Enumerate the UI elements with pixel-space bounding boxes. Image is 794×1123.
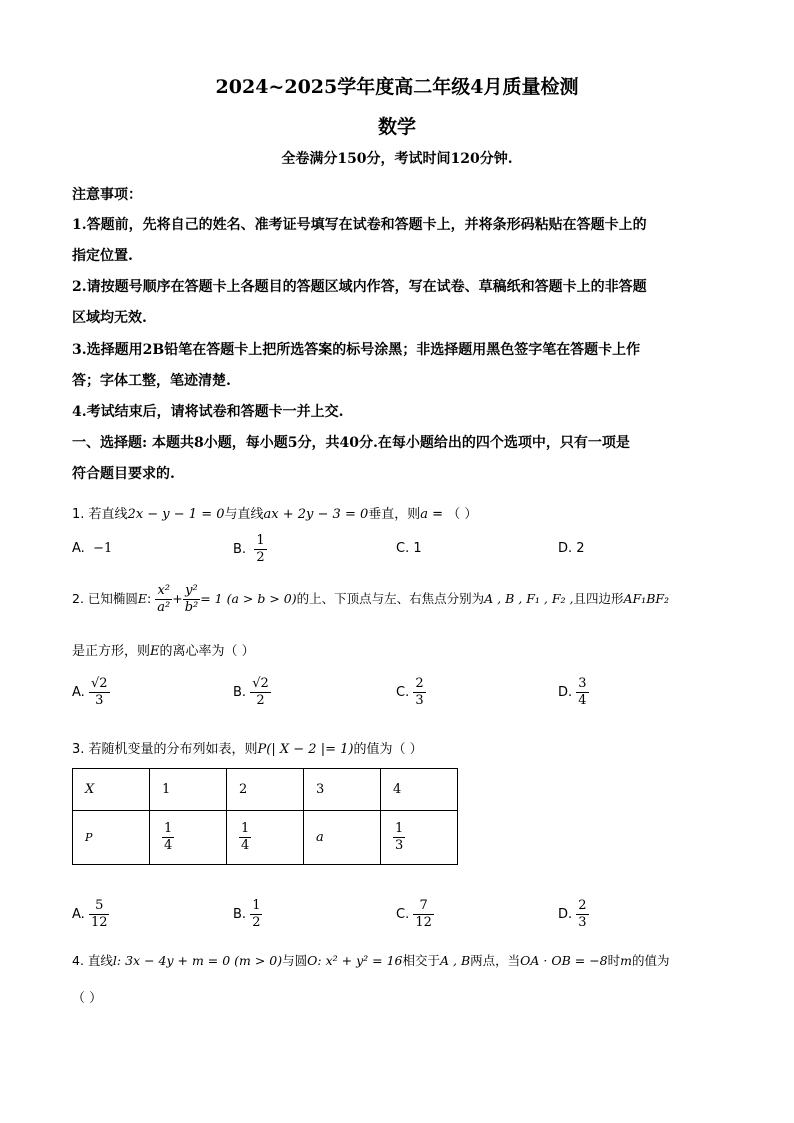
question-4-text-1: 相交于 [402, 953, 440, 968]
question-2-line-1 [72, 583, 722, 616]
q3-option-d-num: 2 [578, 898, 587, 913]
question-2-fy-den: b² [184, 600, 199, 615]
note-2-line-1: 2.请按题号顺序在答题卡上各题目的答题区域内作答，写在试卷、草稿纸和答题卡上的非答题 [72, 279, 647, 295]
question-2-fx-num: x² [155, 583, 172, 600]
question-1-mid: 与直线 [224, 507, 264, 522]
q2-option-d-den: 4 [578, 693, 587, 708]
q2-option-b-fraction [250, 676, 271, 709]
question-4-mid: 与圆 [282, 953, 308, 968]
exam-info: 全卷满分150分，考试时间120分钟. [281, 151, 513, 167]
q3-option-d-fraction [576, 898, 588, 931]
q3-option-c-label: C. [396, 907, 410, 922]
q2-option-d [558, 676, 589, 709]
question-2-plus: + [172, 591, 183, 606]
q2-option-a-den: 3 [95, 693, 104, 708]
notes-heading: 注意事项： [72, 187, 142, 203]
question-2-line-2 [72, 640, 722, 659]
question-2-prefix: 2. 已知椭圆 [72, 591, 138, 606]
table-fraction-den: 3 [395, 838, 404, 853]
exam-title: 2024~2025学年度高二年级4月质量检测 [215, 76, 579, 98]
table-fraction [239, 821, 251, 854]
q1-option-d-value: 2 [576, 541, 585, 556]
q3-option-b-fraction [250, 898, 262, 931]
table-cell [381, 811, 458, 865]
note-2-line-2: 区域均无效. [72, 310, 147, 326]
q1-option-a [72, 541, 112, 556]
q3-option-a-num: 5 [89, 898, 110, 915]
q1-option-b [233, 533, 267, 566]
q2-option-b-den: 2 [256, 693, 265, 708]
q3-option-c-den: 12 [415, 915, 432, 930]
question-4-line-name: l [112, 953, 117, 968]
table-cell: a [304, 811, 381, 865]
q3-option-c [396, 898, 434, 931]
q1-option-b-den: 2 [256, 550, 265, 565]
question-3 [72, 738, 722, 757]
question-2-text-1: 的上、下顶点与左、右焦点分别为 [296, 591, 485, 606]
q3-option-d-den: 3 [578, 915, 587, 930]
table-cell: 2 [227, 769, 304, 811]
q1-option-b-fraction [254, 533, 266, 566]
question-2-fraction-x [155, 583, 172, 616]
question-4-points: A , B [440, 953, 471, 968]
q3-option-b-num: 1 [252, 898, 261, 913]
question-2-fraction-y [183, 583, 201, 616]
question-4-text-2: 两点，当 [470, 953, 521, 968]
q2-option-a-label: A. [72, 685, 85, 700]
question-3-prefix: 3. 若随机变量的分布列如表，则 [72, 742, 258, 757]
table-fraction-num: 1 [164, 821, 173, 836]
table-fraction [393, 821, 405, 854]
question-2-f2: F₂ , [551, 591, 574, 606]
q3-option-a-fraction [89, 898, 110, 931]
question-2-colon: : [147, 591, 152, 606]
q1-option-a-label: A. [72, 541, 85, 556]
distribution-table [72, 768, 458, 865]
q1-option-b-label: B. [233, 542, 247, 557]
question-1-prefix: 1. 若直线 [72, 507, 128, 522]
q2-option-c-label: C. [396, 685, 410, 700]
question-4-dot-product: OA · OB = −8 [520, 953, 608, 968]
question-2-condition: = 1 (a > b > 0) [200, 591, 297, 606]
question-2-ab: A , B , [484, 591, 523, 606]
table-cell: 3 [304, 769, 381, 811]
q2-option-c-num: 2 [415, 676, 424, 691]
table-fraction-num: 1 [395, 821, 404, 836]
exam-subject: 数学 [377, 116, 416, 138]
question-2-quadrilateral: AF₁BF₂ [623, 591, 670, 606]
q2-option-c-fraction [413, 676, 425, 709]
q1-option-d [558, 541, 585, 556]
question-4-line-1 [72, 951, 722, 969]
q3-option-a-label: A. [72, 907, 85, 922]
note-4: 4.考试结束后，请将试卷和答题卡一并上交. [72, 404, 344, 420]
note-1-line-2: 指定位置. [72, 248, 133, 264]
question-4-circle-name: O [307, 953, 318, 968]
question-3-suffix: 的值为（ ） [353, 742, 423, 757]
q1-option-d-label: D. [558, 541, 573, 556]
question-4-prefix: 4. 直线 [72, 953, 113, 968]
table-fraction-num: 1 [241, 821, 250, 836]
table-header-x: X [73, 769, 150, 811]
q2-option-c [396, 676, 426, 709]
question-1-suffix: = （ ） [428, 507, 478, 522]
table-header-p: P [73, 811, 150, 865]
q3-option-c-num: 7 [413, 898, 434, 915]
q2-option-a-num: √2 [90, 676, 108, 691]
q2-option-d-fraction [576, 676, 588, 709]
note-1-line-1: 1.答题前，先将自己的姓名、准考证号填写在试卷和答题卡上，并将条形码粘贴在答题卡上的 [72, 217, 647, 233]
q2-option-c-den: 3 [415, 693, 424, 708]
q3-option-b [233, 898, 262, 931]
q2-option-d-num: 3 [578, 676, 587, 691]
question-1-var: a [420, 507, 429, 522]
q2-option-a-fraction [89, 676, 110, 709]
q3-option-a-den: 12 [90, 915, 108, 930]
q3-option-d-label: D. [558, 907, 573, 922]
q1-option-c-label: C. [396, 541, 410, 556]
question-2-fx-den: a² [157, 600, 171, 615]
table-fraction [162, 821, 174, 854]
question-4-m: m [620, 953, 633, 968]
question-4-line-2: （ ） [72, 991, 103, 1006]
table-fraction-den: 4 [241, 838, 250, 853]
table-row [73, 769, 458, 811]
question-2-line-2b: 的离心率为（ ） [159, 644, 255, 659]
q3-option-c-fraction [413, 898, 434, 931]
question-4-line-equation: : 3x − 4y + m = 0 (m > 0) [116, 953, 283, 968]
table-cell [150, 811, 227, 865]
q2-option-b-label: B. [233, 685, 247, 700]
table-cell: 4 [381, 769, 458, 811]
section-heading-line-2: 符合题目要求的. [72, 466, 175, 482]
question-2-fy-num: y² [183, 583, 201, 600]
q2-option-b [233, 676, 271, 709]
q1-option-a-value: −1 [93, 541, 113, 556]
question-1-mid2: 垂直，则 [368, 507, 421, 522]
note-3-line-2: 答；字体工整，笔迹清楚. [72, 373, 231, 389]
q1-option-c [396, 541, 422, 556]
note-3-line-1: 3.选择题用2B铅笔在答题卡上把所选答案的标号涂黑；非选择题用黑色签字笔在答题卡上作 [72, 342, 641, 358]
section-heading-line-1: 一、选择题: 本题共8小题，每小题5分，共40分.在每小题给出的四个选项中，只有一项是 [72, 435, 630, 451]
table-fraction-den: 4 [164, 838, 173, 853]
question-3-expression: P(| X − 2 |= 1) [257, 742, 354, 757]
question-2-f1: F₁ , [526, 591, 548, 606]
q1-option-c-value: 1 [413, 541, 422, 556]
question-4-text-4: 的值为 [632, 953, 670, 968]
question-2-line-2a: 是正方形，则 [72, 644, 151, 659]
q3-option-b-label: B. [233, 907, 247, 922]
q1-option-b-num: 1 [256, 533, 265, 548]
table-cell: 1 [150, 769, 227, 811]
question-1-eq2: ax + 2y − 3 = 0 [263, 507, 369, 522]
question-4-text-3: 时 [607, 953, 621, 968]
question-2-text-2: 且四边形 [573, 591, 624, 606]
q3-option-d [558, 898, 589, 931]
question-2-ellipse-name-2: E [150, 644, 160, 659]
question-1 [72, 503, 722, 522]
table-row [73, 811, 458, 865]
q2-option-d-label: D. [558, 685, 573, 700]
table-cell [227, 811, 304, 865]
question-4-circle-equation: : x² + y² = 16 [317, 953, 403, 968]
question-2-ellipse-name: E [137, 591, 148, 606]
question-1-eq1: 2x − y − 1 = 0 [127, 507, 225, 522]
q2-option-b-num: √2 [252, 676, 269, 691]
q3-option-a [72, 898, 109, 931]
q2-option-a [72, 676, 110, 709]
q3-option-b-den: 2 [252, 915, 261, 930]
